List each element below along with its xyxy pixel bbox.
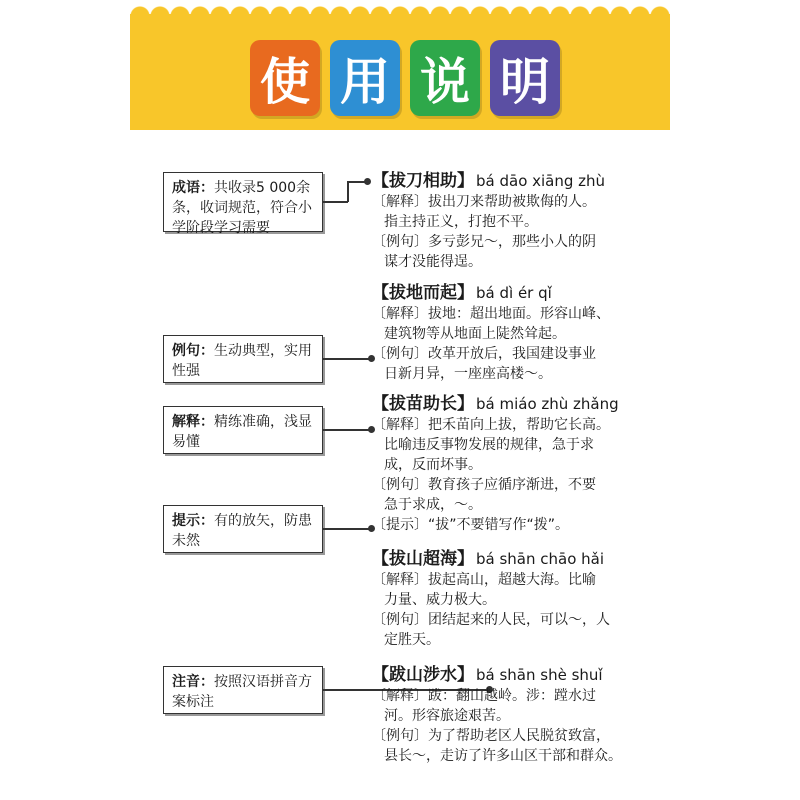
connector-liju xyxy=(323,358,371,360)
dictionary-entry xyxy=(372,170,642,272)
label-jieshi-key: 解释： xyxy=(172,414,214,430)
label-liju xyxy=(163,335,323,383)
dictionary-entry xyxy=(372,664,642,766)
line-text: 教育孩子应循序渐进，不要 xyxy=(428,477,596,493)
connector-chengyu-h1 xyxy=(323,201,348,203)
line-text: 谋才没能得逞。 xyxy=(384,254,482,270)
line-text: 拔地：超出地面。形容山峰、 xyxy=(428,306,610,322)
entry-line xyxy=(372,475,642,495)
entry-line xyxy=(372,515,642,535)
entry-line xyxy=(372,495,642,515)
line-text: 成，反而坏事。 xyxy=(384,457,482,473)
entry-pinyin: bá shān chāo hǎi xyxy=(476,550,605,568)
entry-pinyin: bá shān shè shuǐ xyxy=(476,666,603,684)
line-text: 指主持正义，打抱不平。 xyxy=(384,214,538,230)
entry-line xyxy=(372,192,642,212)
line-text: 改革开放后，我国建设事业 xyxy=(428,346,596,362)
line-text: 急于求成，～。 xyxy=(384,497,482,513)
title-char-2: 用 xyxy=(330,40,400,116)
label-tishi xyxy=(163,505,323,553)
entry-line xyxy=(372,324,642,344)
label-tishi-key: 提示： xyxy=(172,513,214,529)
line-text: 为了帮助老区人民脱贫致富， xyxy=(428,728,610,744)
entry-pinyin: bá dì ér qǐ xyxy=(476,284,552,302)
line-text: 县长～，走访了许多山区干部和群众。 xyxy=(384,748,622,764)
line-tag: 〔例句〕 xyxy=(372,728,428,744)
line-text: 跋：翻山越岭。涉：蹚水过 xyxy=(428,688,596,704)
label-chengyu-text: 共收录5 000余条，收词规范，符合小学阶段学习需要 xyxy=(172,180,312,236)
entry-line xyxy=(372,726,642,746)
line-tag: 〔例句〕 xyxy=(372,477,428,493)
label-zhuyin-text: 按照汉语拼音方案标注 xyxy=(172,674,312,710)
line-tag: 〔例句〕 xyxy=(372,612,428,628)
entry-line xyxy=(372,706,642,726)
label-chengyu xyxy=(163,172,323,236)
entry-line xyxy=(372,686,642,706)
label-liju-key: 例句： xyxy=(172,343,214,359)
line-tag: 〔提示〕 xyxy=(372,517,428,533)
label-chengyu-key: 成语： xyxy=(172,180,214,196)
connector-chengyu-v xyxy=(347,181,349,202)
entry-line xyxy=(372,610,642,630)
label-zhuyin xyxy=(163,666,323,714)
line-tag: 〔例句〕 xyxy=(372,346,428,362)
line-tag: 〔解释〕 xyxy=(372,688,428,704)
entry-word: 【拔刀相助】 xyxy=(372,171,474,191)
entry-line xyxy=(372,746,642,766)
entry-pinyin: bá dāo xiāng zhù xyxy=(476,172,606,190)
entry-headword xyxy=(372,170,642,192)
entry-word: 【拔苗助长】 xyxy=(372,394,474,414)
entry-line xyxy=(372,590,642,610)
line-text: 定胜天。 xyxy=(384,632,440,648)
dictionary-entry xyxy=(372,393,642,535)
title-char-3: 说 xyxy=(410,40,480,116)
label-liju-text: 生动典型，实用性强 xyxy=(172,343,312,379)
line-tag: 〔例句〕 xyxy=(372,234,428,250)
entry-line xyxy=(372,415,642,435)
entry-word: 【拔地而起】 xyxy=(372,283,474,303)
line-text: 日新月异，一座座高楼～。 xyxy=(384,366,552,382)
line-text: 拔出刀来帮助被欺侮的人。 xyxy=(428,194,596,210)
title-char-1: 使 xyxy=(250,40,320,116)
dictionary-entry xyxy=(372,548,642,650)
line-text: 比喻违反事物发展的规律，急于求 xyxy=(384,437,594,453)
entry-line xyxy=(372,344,642,364)
line-text: 拔起高山，超越大海。比喻 xyxy=(428,572,596,588)
line-text: 建筑物等从地面上陡然耸起。 xyxy=(384,326,566,342)
line-tag: 〔解释〕 xyxy=(372,572,428,588)
entry-word: 【拔山超海】 xyxy=(372,549,474,569)
connector-chengyu-dot xyxy=(364,178,371,185)
entry-headword xyxy=(372,282,642,304)
line-text: 把禾苗向上拔，帮助它长高。 xyxy=(428,417,610,433)
line-tag: 〔解释〕 xyxy=(372,417,428,433)
label-jieshi-text: 精练准确，浅显易懂 xyxy=(172,414,312,450)
title-char-4: 明 xyxy=(490,40,560,116)
entry-word: 【跋山涉水】 xyxy=(372,665,474,685)
entry-line xyxy=(372,570,642,590)
entry-headword xyxy=(372,393,642,415)
entry-headword xyxy=(372,548,642,570)
line-text: 河。形容旅途艰苦。 xyxy=(384,708,510,724)
entry-line xyxy=(372,252,642,272)
entry-line xyxy=(372,212,642,232)
dictionary-entry xyxy=(372,282,642,384)
page-title xyxy=(250,40,560,116)
line-text: 团结起来的人民，可以～，人 xyxy=(428,612,610,628)
entry-line xyxy=(372,364,642,384)
label-tishi-text: 有的放矢，防患未然 xyxy=(172,513,312,549)
connector-tishi xyxy=(323,528,371,530)
entry-line xyxy=(372,232,642,252)
entry-line xyxy=(372,630,642,650)
entry-headword xyxy=(372,664,642,686)
line-tag: 〔解释〕 xyxy=(372,306,428,322)
entry-pinyin: bá miáo zhù zhǎng xyxy=(476,395,619,413)
line-tag: 〔解释〕 xyxy=(372,194,428,210)
line-text: 多亏彭兄～，那些小人的阴 xyxy=(428,234,596,250)
line-text: 力量、威力极大。 xyxy=(384,592,496,608)
label-jieshi xyxy=(163,406,323,454)
line-text: “拔”不要错写作“拨”。 xyxy=(428,517,570,533)
entry-line xyxy=(372,455,642,475)
entry-line xyxy=(372,304,642,324)
connector-jieshi xyxy=(323,429,371,431)
label-zhuyin-key: 注音： xyxy=(172,674,214,690)
entry-line xyxy=(372,435,642,455)
